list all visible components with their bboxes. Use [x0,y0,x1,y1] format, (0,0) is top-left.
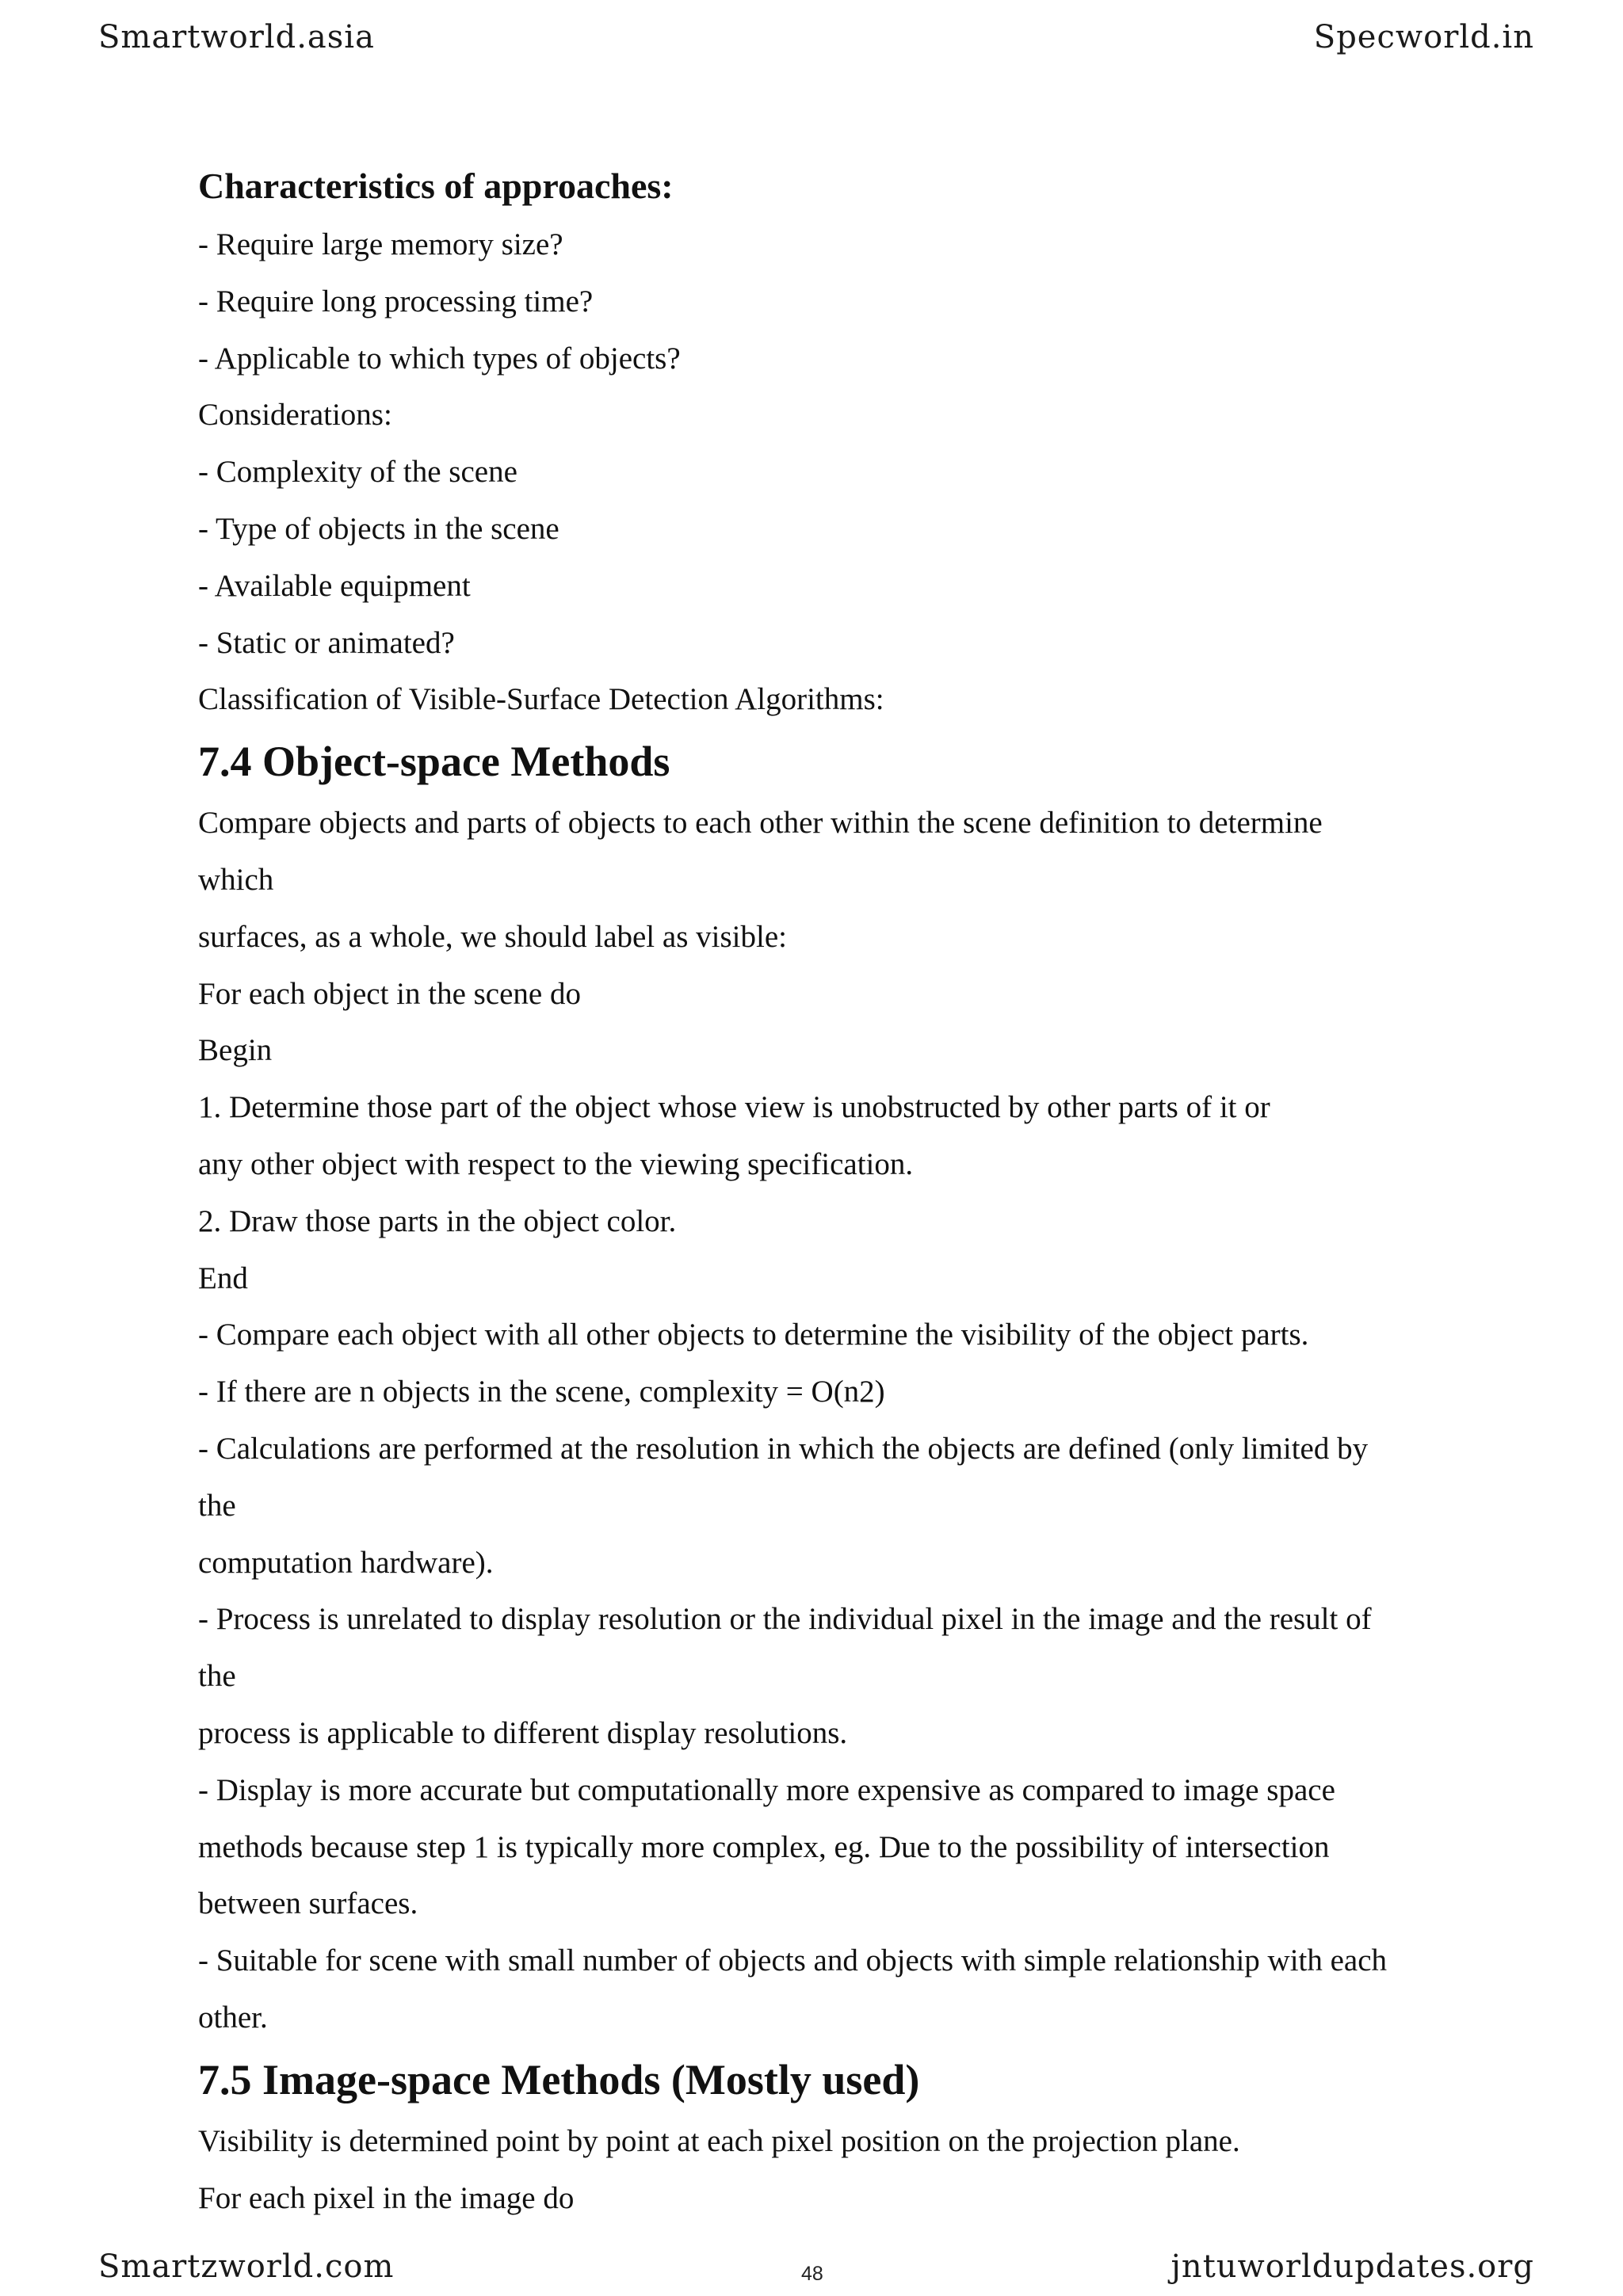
footer-right-site: jntuworldupdates.org [1170,2248,1534,2285]
document-body [198,162,1482,2226]
text-line: - Complexity of the scene [198,455,517,490]
text-line: process is applicable to different display resolutions. [198,1715,848,1750]
text-line: Begin [198,1033,273,1068]
text-line: which [198,862,274,897]
text-line: 2. Draw those parts in the object color. [198,1203,677,1238]
text-line: 1. Determine those part of the object whose view is unobstructed by other parts of it or [198,1090,1270,1125]
text-line: any other object with respect to the viewing specification. [198,1146,914,1181]
text-line: - Applicable to which types of objects? [198,341,681,376]
text-line: - If there are n objects in the scene, complexity = O(n2) [198,1375,885,1409]
text-line: Classification of Visible-Surface Detection Algorithms: [198,682,884,717]
text-line: Visibility is determined point by point at each pixel position on the projection plane. [198,2123,1240,2158]
page-number: 48 [801,2263,823,2285]
characteristics-heading: Characteristics of approaches: [198,166,674,206]
text-line: the [198,1488,236,1523]
footer-left-site: Smartzworld.com [98,2248,395,2285]
header-left-site: Smartworld.asia [98,19,375,55]
image-space-lines [198,2113,1482,2227]
text-line: - Available equipment [198,568,471,603]
image-space-heading: 7.5 Image-space Methods (Mostly used) [198,2055,920,2103]
header-right-site: Specworld.in [1313,19,1534,55]
text-line: Compare objects and parts of objects to each other within the scene definition to determine [198,806,1323,841]
text-line: - Suitable for scene with small number of objects and objects with simple relationship with each [198,1943,1388,1978]
text-line: - Display is more accurate but computationally more expensive as compared to image space [198,1772,1335,1807]
text-line: For each object in the scene do [198,976,581,1011]
object-space-heading: 7.4 Object-space Methods [198,738,670,786]
text-line: - Calculations are performed at the resolution in which the objects are defined (only limited by [198,1431,1369,1466]
object-space-lines [198,795,1482,2046]
text-line: - Compare each object with all other objects to determine the visibility of the object parts. [198,1318,1309,1352]
text-line: between surfaces. [198,1886,418,1921]
text-line: - Static or animated? [198,625,455,660]
characteristics-lines [198,216,1482,728]
text-line: the [198,1659,236,1694]
text-line: For each pixel in the image do [198,2180,575,2215]
text-line: End [198,1261,248,1295]
text-line: - Process is unrelated to display resolution or the individual pixel in the image and the result of [198,1602,1372,1637]
text-line: other. [198,2000,268,2035]
text-line: surfaces, as a whole, we should label as visible: [198,919,787,954]
text-line: Considerations: [198,398,392,433]
text-line: - Require long processing time? [198,284,594,318]
text-line: methods because step 1 is typically more complex, eg. Due to the possibility of intersection [198,1829,1330,1864]
text-line: - Require large memory size? [198,227,563,261]
text-line: - Type of objects in the scene [198,511,559,546]
text-line: computation hardware). [198,1545,494,1580]
